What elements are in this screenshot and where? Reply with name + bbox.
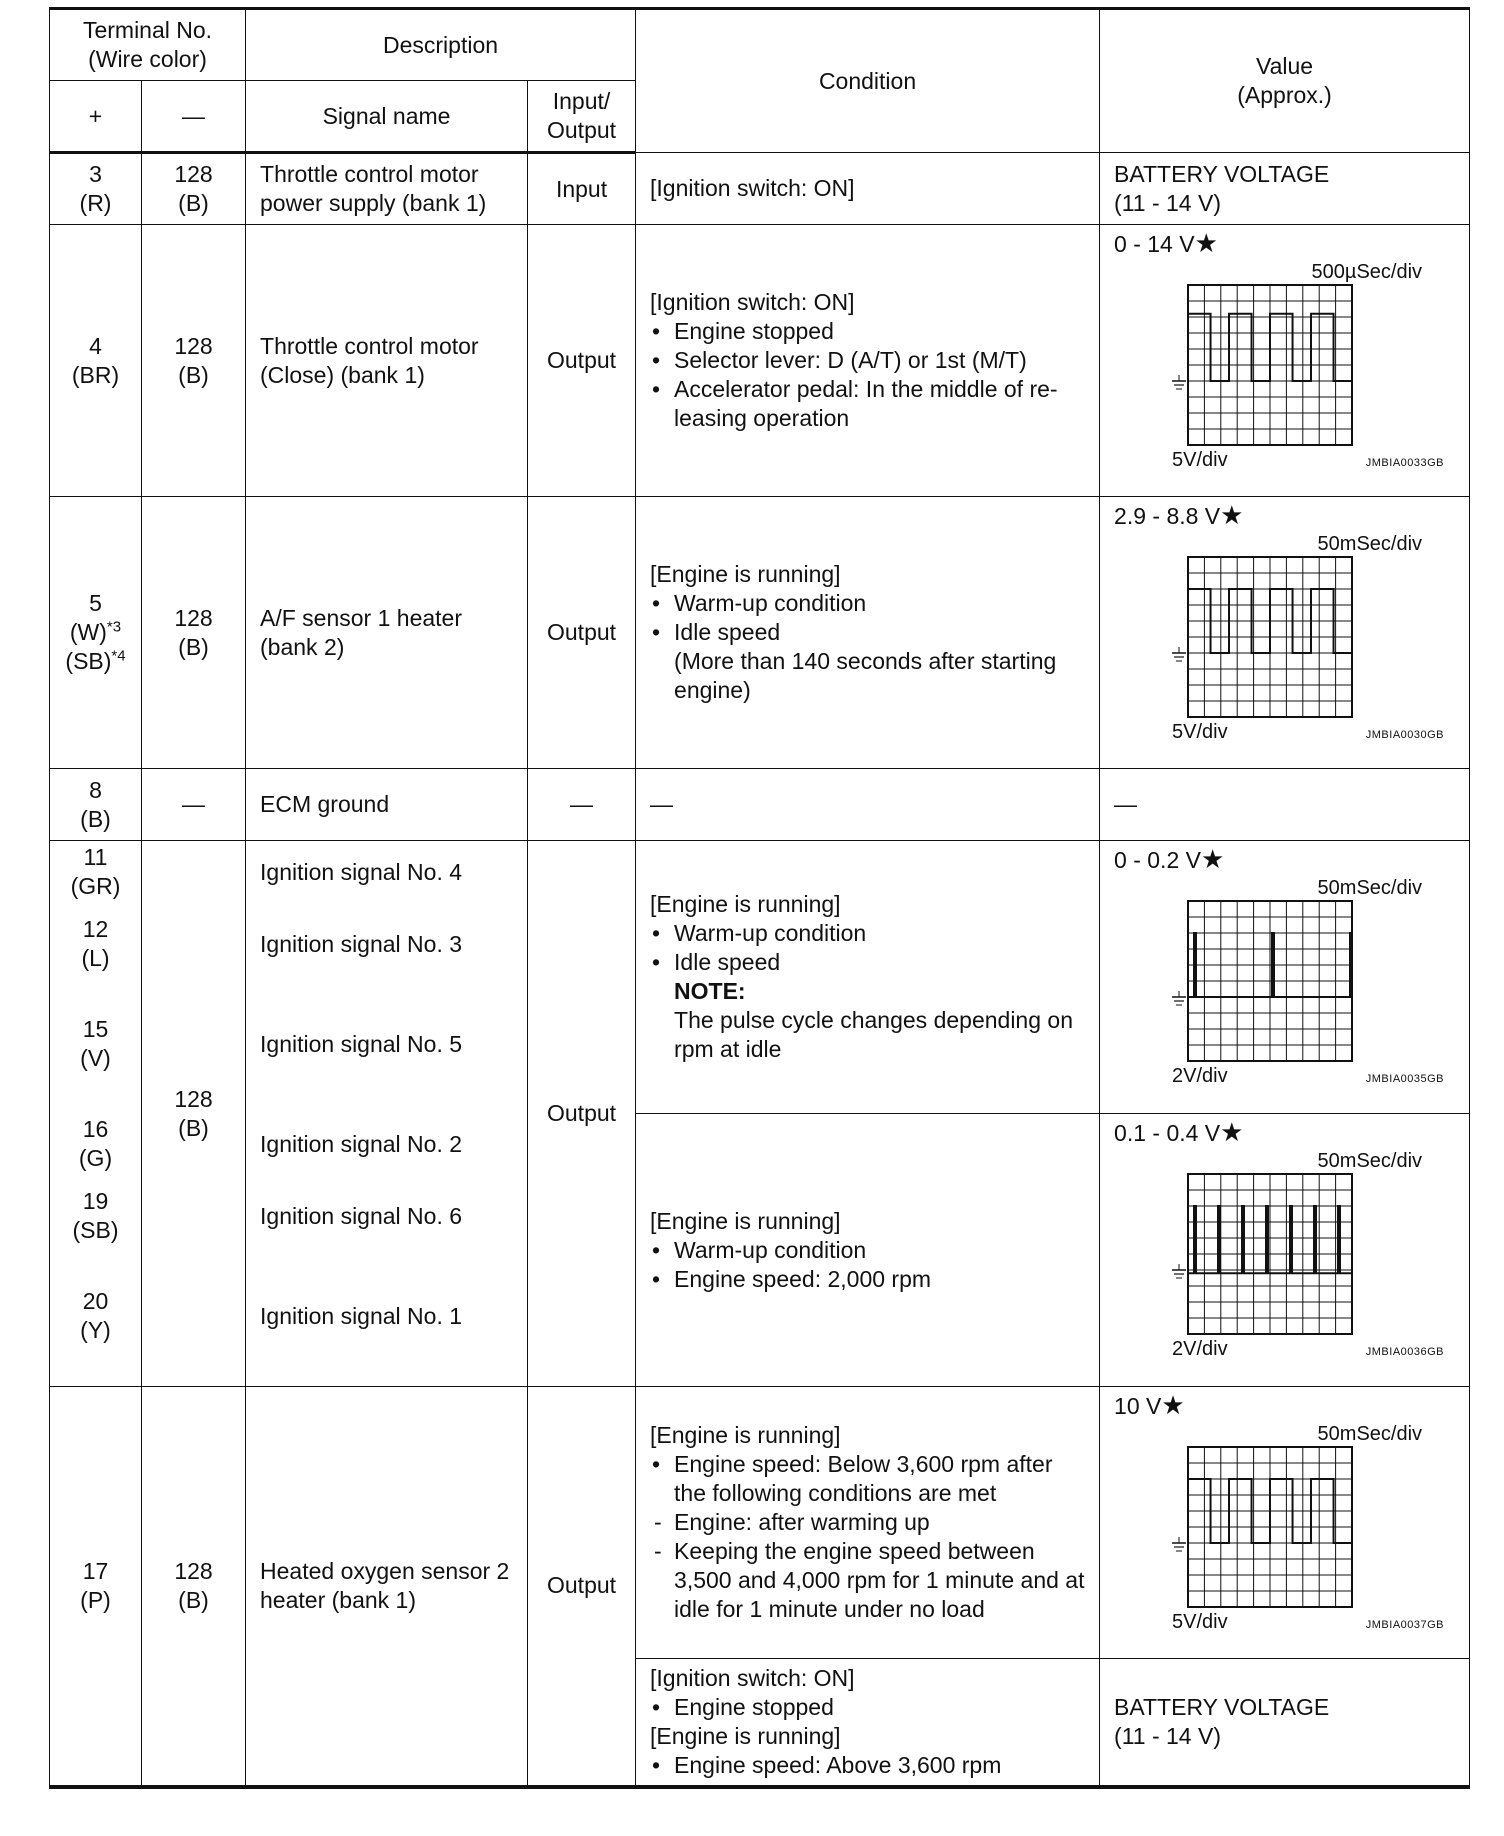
condition-subitem: - Engine: after warming up (650, 1508, 1089, 1537)
condition-cell (636, 1387, 1100, 1659)
table-row (50, 497, 1470, 769)
terminal-minus: — (142, 769, 246, 841)
value-cell: — (1100, 769, 1470, 841)
condition-heading: [Engine is running] (650, 561, 841, 587)
condition-cell (636, 1114, 1100, 1387)
footnote-ref: *4 (111, 647, 126, 665)
terminal-minus: 128 (B) (142, 153, 246, 225)
timebase-label: 50mSec/div (1317, 877, 1423, 899)
condition-item: • Idle speed (650, 618, 1089, 647)
value-cell (1100, 497, 1470, 769)
oscilloscope-waveform (1114, 533, 1444, 743)
figure-code: JMBIA0033GB (1365, 457, 1445, 469)
table-row (50, 769, 1470, 841)
terminal-plus: 8 (B) (50, 769, 142, 841)
terminal-number: 5 (89, 590, 102, 616)
volt-div-label: 2V/div (1172, 1338, 1228, 1360)
figure-code: JMBIA0037GB (1365, 1619, 1445, 1631)
oscilloscope-waveform (1114, 261, 1444, 471)
signal-name: Ignition signal No. 6 (260, 1203, 463, 1229)
ground-icon (1172, 991, 1186, 1005)
condition-note: (More than 140 seconds after starting engine) (674, 648, 1057, 703)
condition-heading: [Engine is running] (650, 1207, 841, 1234)
condition-heading: [Engine is running] (650, 891, 841, 917)
volt-div-label: 5V/div (1172, 721, 1228, 743)
footnote-ref: *3 (106, 618, 122, 636)
io-cell: Input (528, 153, 636, 225)
io-cell: — (528, 769, 636, 841)
wire-color: (SB) (65, 648, 112, 674)
star-icon: ★ (1194, 228, 1218, 258)
terminal-plus: 16 (G) (78, 1116, 113, 1171)
condition-item: • Warm-up condition (650, 589, 1089, 618)
terminal-plus (50, 497, 142, 769)
timebase-label: 50mSec/div (1317, 533, 1423, 555)
condition-item: • Accelerator pedal: In the middle of re- leasing operation (650, 375, 1089, 433)
terminal-minus: 128 (B) (142, 1387, 246, 1787)
value-range: 2.9 - 8.8 V (1114, 503, 1221, 529)
io-cell: Output (528, 1387, 636, 1787)
wire-color: (W) (69, 619, 107, 645)
volt-div-label: 5V/div (1172, 1611, 1228, 1633)
volt-div-label: 2V/div (1172, 1065, 1228, 1087)
note-label: NOTE: (674, 978, 746, 1004)
condition-item: • Engine speed: 2,000 rpm (650, 1265, 1089, 1294)
waveform-plot (1156, 555, 1362, 721)
table-row (50, 153, 1470, 225)
terminal-plus: 11 (GR) (70, 844, 121, 899)
waveform-plot (1156, 283, 1362, 449)
header-io: Input/ Output (528, 81, 636, 153)
star-icon: ★ (1161, 1390, 1185, 1420)
io-cell: Output (528, 225, 636, 497)
timebase-label: 500µSec/div (1311, 261, 1423, 283)
condition-cell: [Ignition switch: ON] (636, 153, 1100, 225)
timebase-label: 50mSec/div (1317, 1150, 1423, 1172)
ground-icon (1172, 375, 1186, 389)
ground-icon (1172, 647, 1186, 661)
star-icon: ★ (1200, 844, 1225, 874)
table-row (50, 225, 1470, 497)
terminal-plus: 15 (V) (80, 1016, 111, 1071)
condition-item: • Selector lever: D (A/T) or 1st (M/T) (650, 346, 1089, 375)
terminal-minus: 128 (B) (142, 225, 246, 497)
waveform-plot (1156, 1445, 1362, 1611)
condition-item: • Engine speed: Below 3,600 rpm after the following conditions are met (650, 1450, 1089, 1508)
terminal-plus: 3 (R) (50, 153, 142, 225)
terminal-plus: 17 (P) (50, 1387, 142, 1787)
condition-heading: [Engine is running] (650, 1422, 841, 1448)
signal-name: Ignition signal No. 2 (260, 1131, 463, 1157)
value-cell: BATTERY VOLTAGE (11 - 14 V) (1100, 1659, 1470, 1787)
figure-code: JMBIA0035GB (1365, 1073, 1445, 1085)
waveform-plot (1156, 899, 1362, 1065)
value-range: 0 - 0.2 V (1114, 847, 1201, 873)
signal-name: Heated oxygen sensor 2 heater (bank 1) (246, 1387, 528, 1787)
condition-item: • Warm-up condition (650, 919, 1089, 948)
terminal-minus: 128 (B) (142, 841, 246, 1387)
condition-cell (636, 1659, 1100, 1787)
value-cell (1100, 225, 1470, 497)
value-cell (1100, 841, 1470, 1114)
signal-name: Throttle control motor (Close) (bank 1) (246, 225, 528, 497)
waveform-plot (1156, 1172, 1362, 1338)
condition-cell (636, 225, 1100, 497)
header-minus: — (142, 81, 246, 153)
table-row (50, 1387, 1470, 1659)
star-icon: ★ (1220, 1117, 1244, 1147)
condition-item: • Engine speed: Above 3,600 rpm (650, 1751, 1089, 1780)
note-text: The pulse cycle changes depending on rpm at idle (674, 1007, 1073, 1062)
value-cell: BATTERY VOLTAGE (11 - 14 V) (1100, 153, 1470, 225)
condition-cell (636, 497, 1100, 769)
oscilloscope-waveform (1114, 1150, 1444, 1360)
figure-code: JMBIA0030GB (1365, 729, 1445, 741)
oscilloscope-waveform (1114, 877, 1444, 1087)
volt-div-label: 5V/div (1172, 449, 1228, 471)
io-cell: Output (528, 497, 636, 769)
header-value: Value (Approx.) (1100, 9, 1470, 153)
signal-name: ECM ground (246, 769, 528, 841)
condition-item: • Warm-up condition (650, 1236, 1089, 1265)
condition-subitem: - Keeping the engine speed between 3,500 and 4,000 rpm for 1 minute and at idle for 1 minute under no load (650, 1537, 1089, 1624)
header-terminal: Terminal No. (Wire color) (50, 9, 246, 81)
terminal-plus: 4 (BR) (50, 225, 142, 497)
ground-icon (1172, 1537, 1186, 1551)
waveform-trace (1188, 314, 1352, 381)
value-cell (1100, 1387, 1470, 1659)
terminal-plus-list (50, 841, 142, 1387)
table-row (50, 841, 1470, 1114)
condition-heading: [Ignition switch: ON] (650, 1664, 855, 1691)
signal-name: Ignition signal No. 5 (260, 1031, 463, 1057)
condition-item: • Idle speed (650, 948, 1089, 977)
figure-code: JMBIA0036GB (1365, 1346, 1445, 1358)
timebase-label: 50mSec/div (1317, 1423, 1423, 1445)
terminal-plus: 19 (SB) (72, 1188, 119, 1243)
signal-name: Ignition signal No. 3 (260, 931, 463, 957)
ground-icon (1172, 1264, 1186, 1278)
signal-name: A/F sensor 1 heater (bank 2) (246, 497, 528, 769)
signal-name: Throttle control motor power supply (bank 1) (246, 153, 528, 225)
condition-cell: — (636, 769, 1100, 841)
signal-name: Ignition signal No. 1 (260, 1303, 463, 1329)
condition-heading: [Ignition switch: ON] (650, 289, 855, 315)
ecm-terminal-table (49, 7, 1470, 1789)
oscilloscope-waveform (1114, 1423, 1444, 1633)
header-plus: + (50, 81, 142, 153)
value-range: 10 V (1114, 1393, 1162, 1419)
io-cell: Output (528, 841, 636, 1387)
condition-cell (636, 841, 1100, 1114)
terminal-plus: 12 (L) (81, 916, 110, 971)
condition-item: • Engine stopped (650, 317, 1089, 346)
header-description: Description (246, 9, 636, 81)
signal-name: Ignition signal No. 4 (260, 859, 463, 885)
header-condition: Condition (636, 9, 1100, 153)
terminal-plus: 20 (Y) (80, 1288, 111, 1343)
signal-name-list (246, 841, 528, 1387)
header-signal-name: Signal name (246, 81, 528, 153)
value-range: 0.1 - 0.4 V (1114, 1120, 1221, 1146)
condition-item: • Engine stopped (650, 1693, 1089, 1722)
terminal-minus: 128 (B) (142, 497, 246, 769)
value-range: 0 - 14 V (1114, 231, 1195, 257)
value-cell (1100, 1114, 1470, 1387)
star-icon: ★ (1220, 500, 1244, 530)
condition-heading: [Engine is running] (650, 1722, 841, 1749)
